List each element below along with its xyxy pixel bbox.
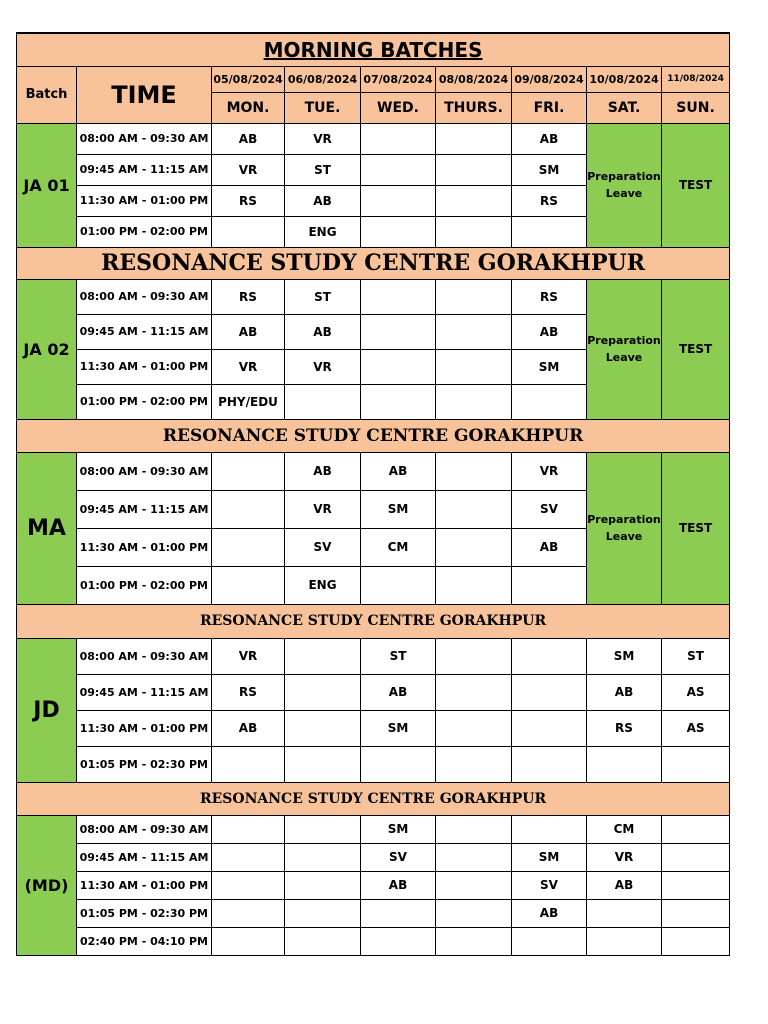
subject-cell [662, 899, 730, 927]
timetable [16, 32, 730, 956]
subject-cell: SM [512, 349, 587, 384]
subject-cell: AB [361, 871, 436, 899]
subject-cell [436, 314, 512, 349]
time-slot: 08:00 AM - 09:30 AM [77, 452, 212, 490]
subject-cell [361, 123, 436, 154]
date-header: 10/08/2024 [587, 66, 662, 92]
subject-cell: VR [512, 452, 587, 490]
subject-cell [361, 154, 436, 185]
subject-cell: ENG [285, 566, 361, 604]
time-slot: 09:45 AM - 11:15 AM [77, 843, 212, 871]
subject-cell: RS [587, 710, 662, 746]
subject-cell: AB [587, 674, 662, 710]
subject-cell [436, 185, 512, 216]
subject-cell [285, 899, 361, 927]
time-slot: 09:45 AM - 11:15 AM [77, 154, 212, 185]
subject-cell: SM [512, 154, 587, 185]
subject-cell [361, 216, 436, 247]
time-slot: 01:05 PM - 02:30 PM [77, 899, 212, 927]
subject-cell: VR [212, 638, 285, 674]
batch-name: (MD) [17, 815, 77, 955]
subject-cell: SM [587, 638, 662, 674]
time-slot: 09:45 AM - 11:15 AM [77, 314, 212, 349]
subject-cell: AS [662, 710, 730, 746]
preparation-leave: Preparation Leave [587, 123, 662, 247]
schedule-row [17, 871, 730, 899]
subject-cell [361, 384, 436, 419]
subject-cell [285, 746, 361, 782]
subject-cell: AB [587, 871, 662, 899]
subject-cell [512, 815, 587, 843]
batch-column-header: Batch [17, 66, 77, 123]
subject-cell: ENG [285, 216, 361, 247]
subject-cell [361, 349, 436, 384]
batch-name: MA [17, 452, 77, 604]
batch-name: JA 02 [17, 279, 77, 419]
centre-banner: RESONANCE STUDY CENTRE GORAKHPUR [17, 247, 730, 279]
subject-cell: SV [285, 528, 361, 566]
subject-cell [285, 927, 361, 955]
day-header: WED. [361, 92, 436, 123]
subject-cell [662, 815, 730, 843]
subject-cell [436, 566, 512, 604]
time-slot: 01:05 PM - 02:30 PM [77, 746, 212, 782]
subject-cell [436, 710, 512, 746]
subject-cell [662, 843, 730, 871]
subject-cell: VR [285, 490, 361, 528]
subject-cell: SV [361, 843, 436, 871]
subject-cell: SM [361, 490, 436, 528]
subject-cell [361, 746, 436, 782]
schedule-row [17, 279, 730, 314]
subject-cell: AB [212, 710, 285, 746]
subject-cell [361, 927, 436, 955]
time-slot: 11:30 AM - 01:00 PM [77, 185, 212, 216]
subject-cell [436, 674, 512, 710]
test-day: TEST [662, 123, 730, 247]
schedule-row [17, 927, 730, 955]
subject-cell: RS [212, 185, 285, 216]
subject-cell [212, 490, 285, 528]
subject-cell [436, 216, 512, 247]
subject-cell: AB [212, 314, 285, 349]
subject-cell: AB [285, 452, 361, 490]
subject-cell: AB [361, 674, 436, 710]
schedule-row [17, 710, 730, 746]
time-slot: 09:45 AM - 11:15 AM [77, 490, 212, 528]
date-header: 07/08/2024 [361, 66, 436, 92]
schedule-row [17, 123, 730, 154]
subject-cell [436, 899, 512, 927]
subject-cell: AB [285, 185, 361, 216]
time-slot: 08:00 AM - 09:30 AM [77, 638, 212, 674]
centre-banner: RESONANCE STUDY CENTRE GORAKHPUR [17, 604, 730, 638]
subject-cell: VR [285, 123, 361, 154]
subject-cell [212, 843, 285, 871]
preparation-leave: Preparation Leave [587, 279, 662, 419]
time-slot: 11:30 AM - 01:00 PM [77, 871, 212, 899]
subject-cell [361, 566, 436, 604]
subject-cell [212, 528, 285, 566]
subject-cell: AB [361, 452, 436, 490]
subject-cell [285, 710, 361, 746]
test-day: TEST [662, 279, 730, 419]
batch-name: JD [17, 638, 77, 782]
subject-cell [361, 279, 436, 314]
time-slot: 01:00 PM - 02:00 PM [77, 566, 212, 604]
day-header: MON. [212, 92, 285, 123]
date-header: 05/08/2024 [212, 66, 285, 92]
subject-cell [587, 746, 662, 782]
subject-cell [512, 384, 587, 419]
subject-cell: VR [212, 349, 285, 384]
subject-cell [212, 452, 285, 490]
schedule-row [17, 452, 730, 490]
subject-cell [436, 927, 512, 955]
centre-banner: RESONANCE STUDY CENTRE GORAKHPUR [17, 782, 730, 815]
subject-cell [436, 871, 512, 899]
time-slot: 11:30 AM - 01:00 PM [77, 349, 212, 384]
subject-cell: CM [587, 815, 662, 843]
time-slot: 02:40 PM - 04:10 PM [77, 927, 212, 955]
subject-cell [285, 815, 361, 843]
subject-cell [436, 384, 512, 419]
subject-cell: SV [512, 871, 587, 899]
subject-cell: SM [361, 710, 436, 746]
subject-cell [436, 815, 512, 843]
subject-cell [436, 490, 512, 528]
subject-cell [436, 746, 512, 782]
subject-cell: RS [512, 279, 587, 314]
date-header: 09/08/2024 [512, 66, 587, 92]
time-slot: 01:00 PM - 02:00 PM [77, 384, 212, 419]
time-slot: 08:00 AM - 09:30 AM [77, 279, 212, 314]
centre-banner: RESONANCE STUDY CENTRE GORAKHPUR [17, 419, 730, 452]
subject-cell: AB [512, 528, 587, 566]
time-slot: 01:00 PM - 02:00 PM [77, 216, 212, 247]
subject-cell [361, 185, 436, 216]
subject-cell: RS [212, 279, 285, 314]
day-header: SUN. [662, 92, 730, 123]
time-slot: 09:45 AM - 11:15 AM [77, 674, 212, 710]
subject-cell: ST [285, 279, 361, 314]
subject-cell [662, 927, 730, 955]
subject-cell [361, 314, 436, 349]
subject-cell: SM [512, 843, 587, 871]
subject-cell [212, 746, 285, 782]
subject-cell [436, 452, 512, 490]
subject-cell [436, 349, 512, 384]
subject-cell: RS [212, 674, 285, 710]
subject-cell [662, 746, 730, 782]
subject-cell [436, 279, 512, 314]
subject-cell: ST [285, 154, 361, 185]
subject-cell [512, 566, 587, 604]
subject-cell: AB [285, 314, 361, 349]
subject-cell [436, 528, 512, 566]
subject-cell [212, 815, 285, 843]
subject-cell [512, 674, 587, 710]
day-header: SAT. [587, 92, 662, 123]
batch-name: JA 01 [17, 123, 77, 247]
subject-cell: AB [512, 899, 587, 927]
subject-cell: AB [212, 123, 285, 154]
subject-cell [212, 216, 285, 247]
subject-cell [285, 843, 361, 871]
subject-cell [285, 674, 361, 710]
subject-cell [212, 899, 285, 927]
subject-cell [512, 638, 587, 674]
schedule-row [17, 815, 730, 843]
subject-cell: SM [361, 815, 436, 843]
subject-cell [436, 154, 512, 185]
time-slot: 11:30 AM - 01:00 PM [77, 710, 212, 746]
subject-cell [212, 566, 285, 604]
date-header: 06/08/2024 [285, 66, 361, 92]
time-slot: 08:00 AM - 09:30 AM [77, 123, 212, 154]
schedule-row [17, 843, 730, 871]
subject-cell [512, 710, 587, 746]
subject-cell: RS [512, 185, 587, 216]
subject-cell: VR [587, 843, 662, 871]
subject-cell: CM [361, 528, 436, 566]
subject-cell [436, 843, 512, 871]
day-header: THURS. [436, 92, 512, 123]
subject-cell [512, 927, 587, 955]
subject-cell: ST [662, 638, 730, 674]
day-header: FRI. [512, 92, 587, 123]
schedule-row [17, 674, 730, 710]
day-header: TUE. [285, 92, 361, 123]
subject-cell: SV [512, 490, 587, 528]
schedule-row [17, 746, 730, 782]
time-column-header: TIME [77, 66, 212, 123]
time-slot: 11:30 AM - 01:00 PM [77, 528, 212, 566]
subject-cell: VR [285, 349, 361, 384]
subject-cell [436, 123, 512, 154]
subject-cell: AB [512, 123, 587, 154]
schedule-row [17, 899, 730, 927]
subject-cell [512, 746, 587, 782]
test-day: TEST [662, 452, 730, 604]
time-slot: 08:00 AM - 09:30 AM [77, 815, 212, 843]
date-header: 08/08/2024 [436, 66, 512, 92]
schedule-row [17, 638, 730, 674]
subject-cell: AB [512, 314, 587, 349]
subject-cell [212, 871, 285, 899]
subject-cell [662, 871, 730, 899]
subject-cell [285, 871, 361, 899]
subject-cell [285, 638, 361, 674]
subject-cell [212, 927, 285, 955]
subject-cell [436, 638, 512, 674]
subject-cell [361, 899, 436, 927]
date-header: 11/08/2024 [662, 66, 730, 92]
subject-cell [587, 927, 662, 955]
subject-cell: ST [361, 638, 436, 674]
subject-cell: VR [212, 154, 285, 185]
page-title: MORNING BATCHES [17, 33, 730, 66]
preparation-leave: Preparation Leave [587, 452, 662, 604]
subject-cell [285, 384, 361, 419]
subject-cell: PHY/EDU [212, 384, 285, 419]
subject-cell [587, 899, 662, 927]
subject-cell: AS [662, 674, 730, 710]
subject-cell [512, 216, 587, 247]
